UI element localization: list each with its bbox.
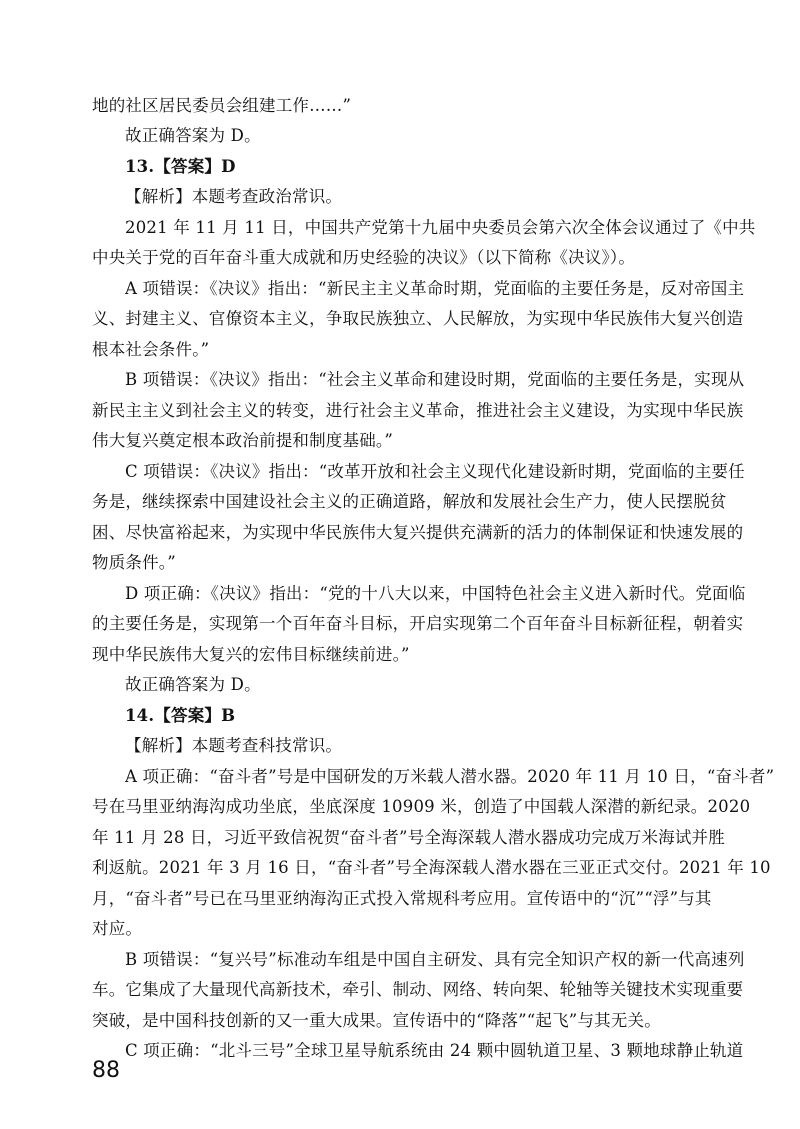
text-line: C 项错误：《决议》指出：“改革开放和社会主义现代化建设新时期，党面临的主要任: [125, 462, 745, 481]
text-line: 中央关于党的百年奋斗重大成就和历史经验的决议》（以下简称《决议》）。: [92, 248, 636, 267]
text-line: 故正确答案为 D。: [125, 126, 261, 145]
answer-heading: 14.【答案】B: [125, 706, 236, 725]
text-line: 对应。: [92, 919, 143, 938]
text-line: 物质条件。”: [92, 553, 176, 572]
text-line: A 项错误：《决议》指出：“新民主主义革命时期，党面临的主要任务是，反对帝国主: [125, 279, 745, 298]
text-line: 2021 年 11 月 11 日，中国共产党第十九届中央委员会第六次全体会议通过了《中共: [125, 218, 756, 237]
text-line: 根本社会条件。”: [92, 340, 210, 359]
analysis-heading: 【解析】本题考查科技常识。: [125, 736, 343, 755]
page-number: 88: [92, 1058, 120, 1083]
text-line: 号在马里亚纳海沟成功坐底，坐底深度 10909 米，创造了中国载人深潜的新纪录。2020: [92, 797, 751, 816]
text-line: B 项错误：“复兴号”标准动车组是中国自主研发、具有完全知识产权的新一代高速列: [125, 950, 745, 969]
text-line: 务是，继续探索中国建设社会主义的正确道路，解放和发展社会生产力，使人民摆脱贫: [92, 492, 727, 511]
text-line: 地的社区居民委员会组建工作……”: [92, 96, 352, 115]
text-line: 车。它集成了大量现代高新技术，牵引、制动、网络、转向架、轮轴等关键技术实现重要: [92, 980, 744, 999]
text-line: 月，“奋斗者”号已在马里亚纳海沟正式投入常规科考应用。宣传语中的“沉”“浮”与其: [92, 889, 712, 908]
text-line: 的主要任务是，实现第一个百年奋斗目标，开启实现第二个百年奋斗目标新征程，朝着实: [92, 614, 744, 633]
analysis-heading: 【解析】本题考查政治常识。: [125, 187, 343, 206]
text-line: 义、封建主义、官僚资本主义，争取民族独立、人民解放，为实现中华民族伟大复兴创造: [92, 309, 744, 328]
text-line: 伟大复兴奠定根本政治前提和制度基础。”: [92, 431, 393, 450]
text-line: D 项正确：《决议》指出：“党的十八大以来，中国特色社会主义进入新时代。党面临: [125, 584, 746, 603]
text-line: C 项正确：“北斗三号”全球卫星导航系统由 24 颗中圆轨道卫星、3 颗地球静止轨道: [125, 1041, 744, 1060]
text-line: A 项正确：“奋斗者”号是中国研发的万米载人潜水器。2020 年 11 月 10 日，“奋斗者”: [125, 767, 775, 786]
text-line: 困、尽快富裕起来，为实现中华民族伟大复兴提供充满新的活力的体制保证和快速发展的: [92, 523, 744, 542]
text-line: 故正确答案为 D。: [125, 675, 261, 694]
text-line: 新民主主义到社会主义的转变，进行社会主义革命，推进社会主义建设，为实现中华民族: [92, 401, 744, 420]
text-line: 利返航。2021 年 3 月 16 日，“奋斗者”号全海深载人潜水器在三亚正式交付。2021 年 10: [92, 858, 771, 877]
text-line: 年 11 月 28 日，习近平致信祝贺“奋斗者”号全海深载人潜水器成功完成万米海试并胜: [92, 828, 725, 847]
answer-heading: 13.【答案】D: [125, 157, 236, 176]
text-line: 突破，是中国科技创新的又一重大成果。宣传语中的“降落”“起飞”与其无关。: [92, 1011, 661, 1030]
text-line: 现中华民族伟大复兴的宏伟目标继续前进。”: [92, 645, 410, 664]
text-line: B 项错误：《决议》指出：“社会主义革命和建设时期，党面临的主要任务是，实现从: [125, 370, 745, 389]
